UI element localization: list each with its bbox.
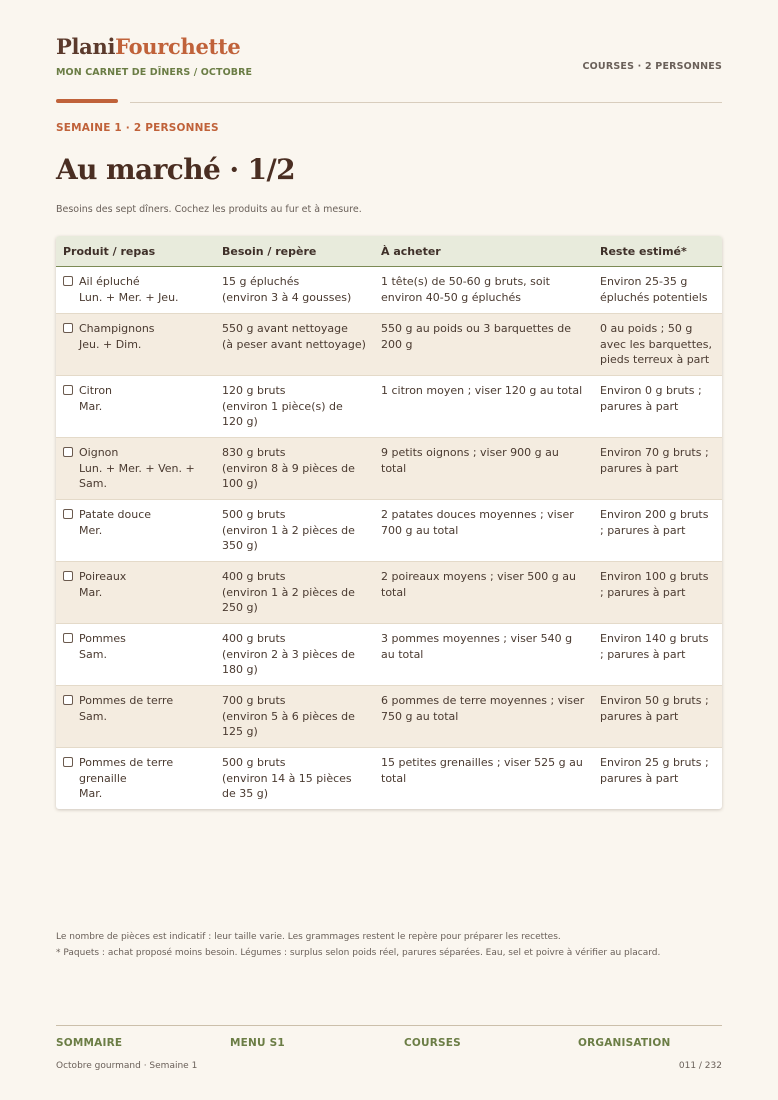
shopping-table [56,236,722,809]
checkbox-icon[interactable] [63,633,73,643]
rest-cell: Environ 100 g bruts ; parures à part [600,570,709,599]
need-cell [215,748,374,809]
product-entry [63,383,208,414]
rest-cell: Environ 140 g bruts ; parures à part [600,632,709,661]
product-text [79,507,151,538]
need-reference: (environ 2 à 3 pièces de 180 g) [222,647,355,676]
product-entry [63,693,208,724]
product-meals: Sam. [79,709,107,723]
buy-cell: 1 tête(s) de 50-60 g bruts, soit environ 40-50 g épluchés [381,275,550,304]
product-name: Poireaux [79,570,127,583]
product-text [79,693,173,724]
rest-cell: Environ 25 g bruts ; parures à part [600,756,709,785]
product-text [79,569,126,600]
accent-rule [56,99,118,103]
need-cell [215,686,374,748]
product-meals: Mar. [79,399,103,413]
table-row [56,500,722,562]
product-cell [56,562,215,624]
product-meals: Lun. + Mer. + Ven. + Sam. [79,461,195,490]
buy-cell: 2 poireaux moyens ; viser 500 g au total [381,570,576,599]
product-entry [63,631,208,662]
product-meals: Sam. [79,647,107,661]
product-cell [56,624,215,686]
header-section-label: COURSES · 2 PERSONNES [582,61,722,72]
need-cell [215,376,374,438]
footnotes [56,930,722,961]
product-cell [56,500,215,562]
header [56,34,722,84]
product-text [79,383,112,414]
product-name: Pommes [79,632,126,645]
product-name: Pommes de terre grenaille [79,756,174,785]
need-reference: (à peser avant nettoyage) [222,337,366,351]
footer-link-menu-s1[interactable]: MENU S1 [230,1037,285,1049]
need-reference: (environ 1 à 2 pièces de 250 g) [222,585,355,614]
table-row [56,376,722,438]
product-entry [63,274,208,305]
need-reference: (environ 1 pièce(s) de 120 g) [222,399,343,428]
rest-cell: Environ 25-35 g épluchés potentiels [600,275,708,304]
product-meals: Mer. [79,523,103,537]
rest-cell: Environ 200 g bruts ; parures à part [600,508,709,537]
need-cell [215,624,374,686]
footer-link-organisation[interactable]: ORGANISATION [578,1037,671,1049]
need-amount: 120 g bruts [222,384,286,397]
brand-logo[interactable] [56,34,722,60]
need-amount: 550 g avant nettoyage [222,322,348,335]
need-reference: (environ 3 à 4 gousses) [222,290,352,304]
buy-cell: 550 g au poids ou 3 barquettes de 200 g [381,322,571,351]
table-row [56,624,722,686]
intro-text: Besoins des sept dîners. Cochez les produits au fur et à mesure. [56,204,362,215]
product-cell [56,314,215,376]
product-entry [63,569,208,600]
column-header-need: Besoin / repère [215,236,374,267]
checkbox-icon[interactable] [63,509,73,519]
table-row [56,438,722,500]
need-cell [215,562,374,624]
buy-cell: 2 patates douces moyennes ; viser 700 g au total [381,508,574,537]
table-row [56,748,722,809]
product-name: Oignon [79,446,119,459]
product-text [79,274,179,305]
section-kicker: SEMAINE 1 · 2 PERSONNES [56,122,219,134]
rest-cell: 0 au poids ; 50 g avec les barquettes, pieds terreux à part [600,322,713,366]
footer-divider [56,1025,722,1026]
need-amount: 500 g bruts [222,508,286,521]
column-header-product: Produit / repas [56,236,215,267]
product-cell [56,267,215,314]
subtitle: MON CARNET DE DÎNERS / OCTOBRE [56,67,253,78]
product-cell [56,438,215,500]
page-title: Au marché · 1/2 [56,153,296,186]
buy-cell: 9 petits oignons ; viser 900 g au total [381,446,559,475]
column-header-rest: Reste estimé* [593,236,722,267]
checkbox-icon[interactable] [63,447,73,457]
checkbox-icon[interactable] [63,695,73,705]
table-row [56,267,722,314]
need-reference: (environ 14 à 15 pièces de 35 g) [222,771,352,800]
checkbox-icon[interactable] [63,571,73,581]
need-reference: (environ 1 à 2 pièces de 350 g) [222,523,355,552]
checkbox-icon[interactable] [63,385,73,395]
need-cell [215,314,374,376]
table-header-row [56,236,722,267]
need-cell [215,438,374,500]
need-amount: 400 g bruts [222,570,286,583]
product-entry [63,321,208,352]
buy-cell: 15 petites grenailles ; viser 525 g au total [381,756,583,785]
product-name: Champignons [79,322,155,335]
column-header-buy: À acheter [374,236,593,267]
need-reference: (environ 5 à 6 pièces de 125 g) [222,709,355,738]
product-name: Citron [79,384,113,397]
need-amount: 400 g bruts [222,632,286,645]
need-amount: 700 g bruts [222,694,286,707]
product-text [79,321,155,352]
checkbox-icon[interactable] [63,757,73,767]
product-name: Patate douce [79,508,152,521]
product-cell [56,748,215,809]
product-name: Ail épluché [79,275,140,288]
checkbox-icon[interactable] [63,323,73,333]
product-entry [63,445,208,492]
product-meals: Jeu. + Dim. [79,337,142,351]
product-meals: Lun. + Mer. + Jeu. [79,290,179,304]
product-meals: Mar. [79,787,103,800]
product-text [79,445,208,492]
need-cell [215,500,374,562]
footnote-pieces: Le nombre de pièces est indicatif : leur taille varie. Les grammages restent le repère pour préparer les recettes. [56,932,561,942]
table-row [56,314,722,376]
product-entry [63,755,208,802]
product-cell [56,376,215,438]
need-amount: 15 g épluchés [222,275,300,288]
product-cell [56,686,215,748]
product-name: Pommes de terre [79,694,174,707]
product-entry [63,507,208,538]
product-text [79,631,126,662]
header-divider [130,102,722,103]
need-cell [215,267,374,314]
checkbox-icon[interactable] [63,276,73,286]
rest-cell: Environ 50 g bruts ; parures à part [600,694,709,723]
brand-part-1: Plani [56,34,116,59]
page-number: 011 / 232 [678,1061,722,1071]
brand-part-2: Fourchette [115,34,241,59]
footer-meta: Octobre gourmand · Semaine 1 [56,1061,198,1071]
buy-cell: 3 pommes moyennes ; viser 540 g au total [381,632,573,661]
footer-link-sommaire[interactable]: SOMMAIRE [56,1037,123,1049]
buy-cell: 6 pommes de terre moyennes ; viser 750 g au total [381,694,585,723]
footnote-packages: * Paquets : achat proposé moins besoin. Légumes : surplus selon poids réel, parures séparées. Eau, sel et poivre à vérifier au placard. [56,947,661,958]
table-row [56,686,722,748]
buy-cell: 1 citron moyen ; viser 120 g au total [381,384,583,397]
need-amount: 500 g bruts [222,756,286,769]
need-amount: 830 g bruts [222,446,286,459]
product-text [79,755,208,802]
table-row [56,562,722,624]
rest-cell: Environ 0 g bruts ; parures à part [600,384,702,413]
need-reference: (environ 8 à 9 pièces de 100 g) [222,461,355,490]
page [56,0,722,1100]
rest-cell: Environ 70 g bruts ; parures à part [600,446,709,475]
product-meals: Mar. [79,585,103,599]
footer-nav [56,1037,722,1051]
footer-link-courses[interactable]: COURSES [404,1037,461,1049]
